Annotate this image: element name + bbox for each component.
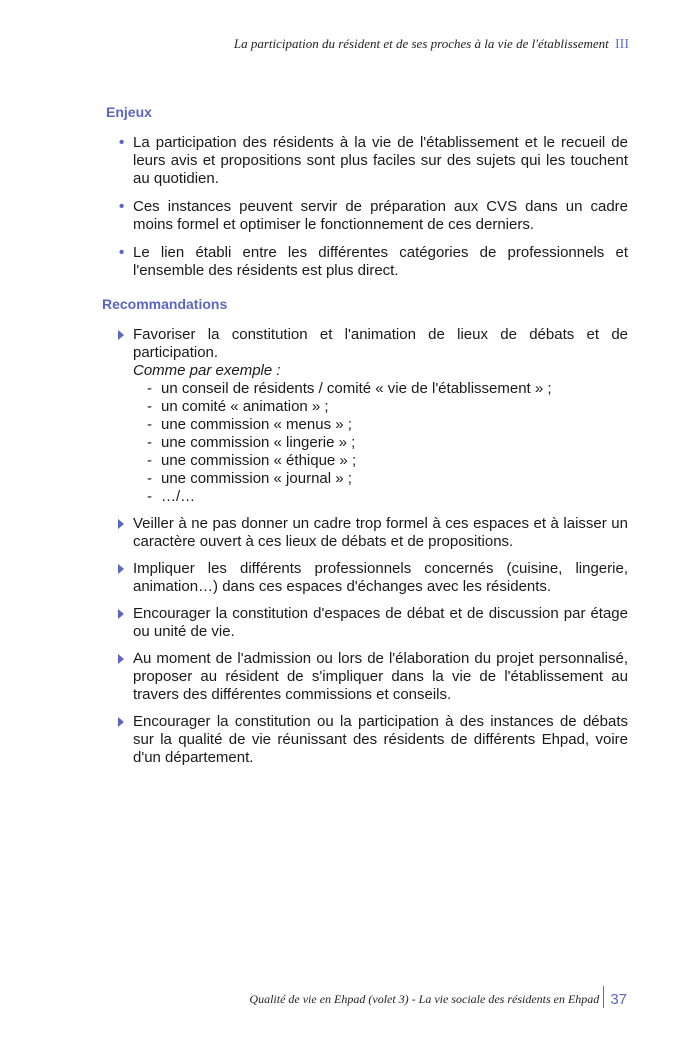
example-item-text: un comité « animation » ;: [161, 398, 329, 415]
example-item: [147, 488, 628, 506]
enjeux-item-text: Ces instances peuvent servir de préparation aux CVS dans un cadre moins formel et optimiser le fonctionnement de ces derniers.: [133, 198, 628, 233]
page-footer: [249, 986, 627, 1008]
example-item-text: une commission « éthique » ;: [161, 452, 357, 469]
recommandation-item: [104, 605, 628, 641]
triangle-right-icon: [118, 330, 124, 340]
example-item: [147, 380, 628, 398]
enjeux-list: [104, 134, 628, 280]
dash-icon: -: [147, 398, 152, 415]
example-item: [147, 452, 628, 470]
triangle-right-icon: [118, 609, 124, 619]
example-item: [147, 398, 628, 416]
example-item-text: une commission « menus » ;: [161, 416, 352, 433]
triangle-right-icon: [118, 717, 124, 727]
bullet-dot-icon: •: [119, 244, 125, 261]
recommandation-item: [104, 713, 628, 767]
footer-title: Qualité de vie en Ehpad (volet 3) - La vie sociale des résidents en Ehpad: [249, 992, 600, 1006]
page-number: 37: [610, 991, 627, 1008]
recommandation-item-text: Encourager la constitution ou la participation à des instances de débats sur la qualité de vie réunissant des résidents de différents Ehpad, voire d'un département.: [133, 713, 628, 766]
recommandation-item-text: Veiller à ne pas donner un cadre trop formel à ces espaces et à laisser un caractère ouvert à ces lieux de débats et de propositions.: [133, 515, 628, 550]
section-heading-recommandations: Recommandations: [102, 296, 228, 312]
example-item-text: une commission « journal » ;: [161, 470, 352, 487]
example-item: [147, 416, 628, 434]
triangle-right-icon: [118, 654, 124, 664]
enjeux-item: [104, 134, 628, 188]
example-intro: Comme par exemple :: [133, 362, 281, 379]
recommandation-item-text: Favoriser la constitution et l'animation de lieux de débats et de participation.: [133, 326, 628, 361]
example-item-text: une commission « lingerie » ;: [161, 434, 356, 451]
triangle-right-icon: [118, 519, 124, 529]
bullet-dot-icon: •: [119, 198, 125, 215]
running-header: [234, 36, 629, 53]
footer-divider: [603, 986, 604, 1008]
recommandation-item-text: Au moment de l'admission ou lors de l'élaboration du projet personnalisé, proposer au résident de s'impliquer dans la vie de l'établissement au travers des différentes commissions et conseils.: [133, 650, 628, 703]
enjeux-item: [104, 244, 628, 280]
example-item: [147, 470, 628, 488]
enjeux-item: [104, 198, 628, 234]
running-header-title: La participation du résident et de ses proches à la vie de l'établissement: [233, 36, 609, 51]
recommandation-item: [104, 650, 628, 704]
example-item-text: un conseil de résidents / comité « vie de l'établissement » ;: [161, 380, 552, 397]
example-item: [147, 434, 628, 452]
section-heading-enjeux: Enjeux: [106, 104, 152, 120]
dash-icon: -: [147, 416, 152, 433]
recommandation-item: [104, 515, 628, 551]
chapter-number: III: [615, 37, 629, 52]
enjeux-item-text: La participation des résidents à la vie de l'établissement et le recueil de leurs avis et propositions sont plus faciles sur des sujets qui les touchent au quotidien.: [133, 134, 628, 187]
dash-icon: -: [147, 470, 152, 487]
example-list: [133, 380, 628, 506]
recommandation-item: [104, 560, 628, 596]
dash-icon: -: [147, 380, 152, 397]
recommandation-item: [104, 326, 628, 506]
enjeux-item-text: Le lien établi entre les différentes catégories de professionnels et l'ensemble des résidents est plus direct.: [133, 244, 628, 279]
dash-icon: -: [147, 452, 152, 469]
dash-icon: -: [147, 488, 152, 505]
example-item-text: …/…: [161, 488, 196, 505]
recommandation-item-text: Impliquer les différents professionnels concernés (cuisine, lingerie, animation…) dans ces espaces d'échanges avec les résidents.: [133, 560, 628, 595]
recommandations-list: [104, 326, 628, 767]
bullet-dot-icon: •: [119, 134, 125, 151]
page-content: [104, 104, 628, 776]
dash-icon: -: [147, 434, 152, 451]
triangle-right-icon: [118, 564, 124, 574]
recommandation-item-text: Encourager la constitution d'espaces de débat et de discussion par étage ou unité de vie.: [133, 605, 628, 640]
